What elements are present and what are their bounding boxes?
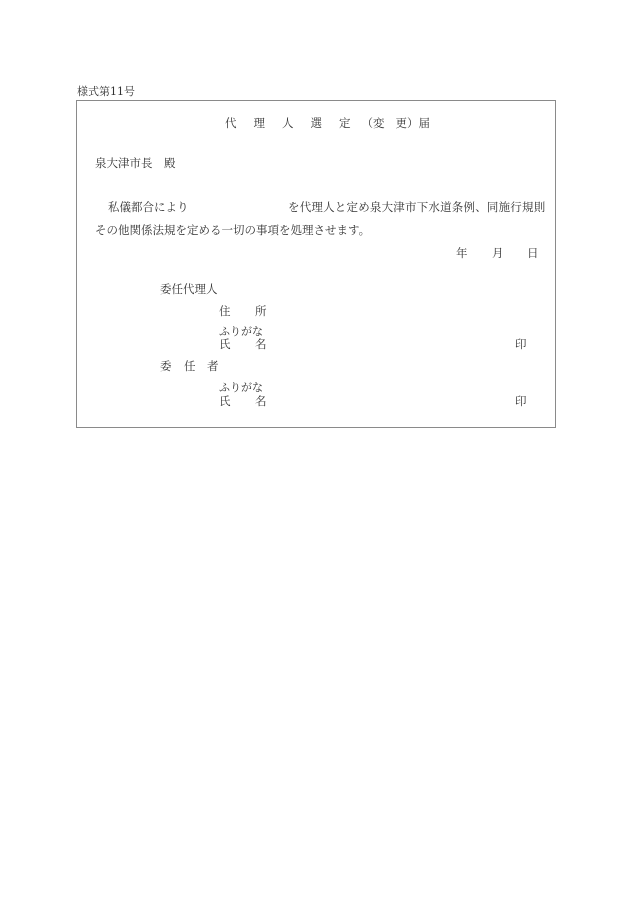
document-title (225, 118, 430, 130)
delegator-heading-2: 任 (184, 359, 196, 373)
body-line2: その他関係法規を定める一切の事項を処理させます。 (95, 223, 371, 237)
date-day-label: 日 (527, 246, 539, 260)
title-char: 選 (310, 116, 322, 130)
delegator-heading-1: 委 (160, 359, 172, 373)
agent-name-label-2: 名 (255, 337, 267, 351)
body-line1-suffix: を代理人と定め泉大津市下水道条例、同施行規則 (288, 200, 546, 214)
title-char: 人 (282, 116, 294, 130)
agent-furigana-label: ふりがな (219, 325, 263, 338)
title-char: 定 (339, 116, 351, 130)
form-number: 様式第11号 (77, 85, 135, 98)
title-char: 理 (253, 116, 265, 130)
title-char: 代 (225, 116, 237, 130)
delegator-seal-mark: 印 (515, 394, 527, 408)
form-frame (76, 100, 556, 428)
body-line1-prefix: 私儀都合により (108, 200, 189, 214)
delegator-furigana-label: ふりがな (219, 381, 263, 394)
date-month-label: 月 (492, 246, 504, 260)
addressee: 泉大津市長 殿 (95, 156, 176, 170)
agent-address-label-2: 所 (255, 304, 267, 318)
agent-address-label-1: 住 (219, 304, 231, 318)
title-char: 更）届 (395, 116, 430, 130)
title-char: （変 (361, 116, 385, 130)
delegator-name-label-1: 氏 (219, 394, 231, 408)
delegator-heading-3: 者 (207, 359, 219, 373)
agent-heading: 委任代理人 (160, 282, 218, 296)
date-year-label: 年 (456, 246, 468, 260)
agent-seal-mark: 印 (515, 337, 527, 351)
agent-name-label-1: 氏 (219, 337, 231, 351)
delegator-name-label-2: 名 (255, 394, 267, 408)
